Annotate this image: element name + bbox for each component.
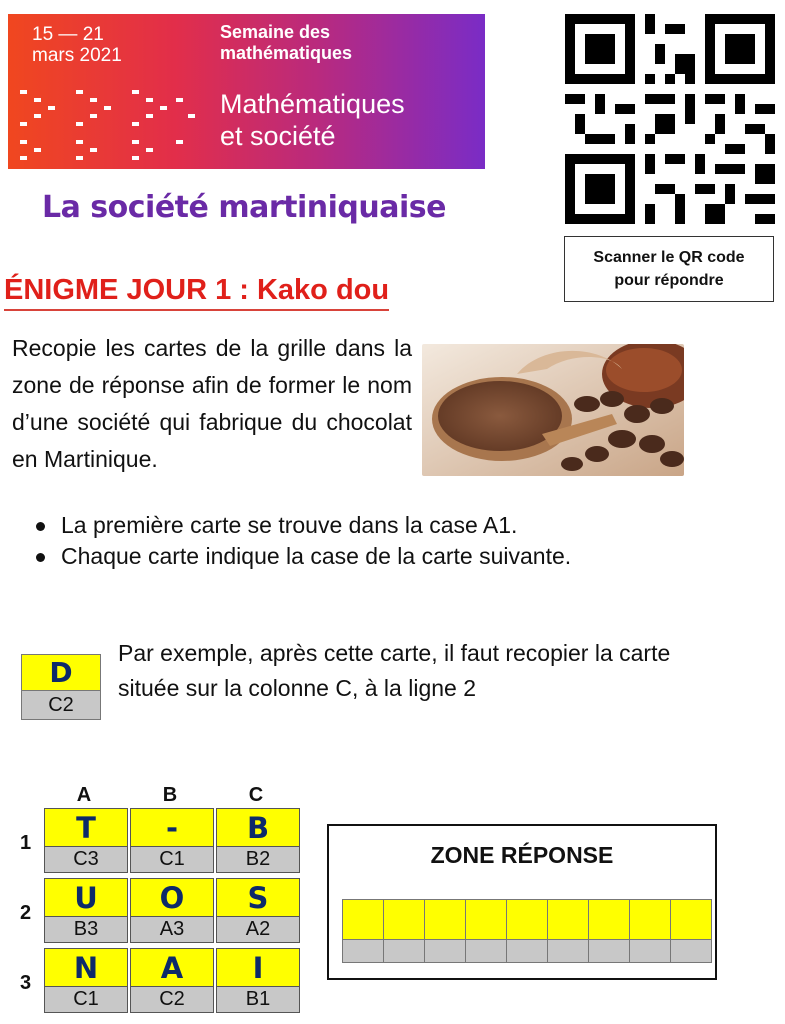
card-code: A2 (216, 917, 300, 943)
qr-code-icon[interactable] (565, 14, 775, 224)
list-item-text: La première carte se trouve dans la case A1. (61, 512, 518, 538)
answer-slots (342, 899, 712, 963)
grid-card-a3[interactable] (44, 948, 128, 1013)
grid-card-c3[interactable] (216, 948, 300, 1013)
chevron-pattern-icon (16, 84, 206, 174)
bullet-icon (36, 553, 45, 562)
bullet-icon (36, 522, 45, 531)
answer-slot-letter[interactable] (589, 899, 629, 940)
answer-slot-code[interactable] (384, 940, 424, 963)
grid-card-b1[interactable] (130, 808, 214, 873)
banner-event-name (220, 22, 352, 64)
card-code: C2 (21, 691, 101, 720)
card-letter: S (216, 878, 300, 917)
answer-slot[interactable] (588, 899, 629, 963)
column-header-c: C (248, 784, 264, 806)
cocoa-photo (422, 344, 684, 476)
answer-slot-letter[interactable] (384, 899, 424, 940)
intro-paragraph: Recopie les cartes de la grille dans la zone de réponse afin de former le nom d’une société qui fabrique du chocolat en Martinique. (12, 335, 412, 472)
card-code: B1 (216, 987, 300, 1013)
row-header-1: 1 (20, 832, 32, 854)
row-header-2: 2 (20, 902, 32, 924)
answer-slot-code[interactable] (343, 940, 383, 963)
list-item-text: Chaque carte indique la case de la carte suivante. (61, 543, 572, 569)
answer-slot-letter[interactable] (343, 899, 383, 940)
card-letter: U (44, 878, 128, 917)
column-header-b: B (162, 784, 178, 806)
card-code: A3 (130, 917, 214, 943)
event-name-line1: Semaine des (220, 22, 331, 42)
grid-card-b3[interactable] (130, 948, 214, 1013)
answer-slot[interactable] (629, 899, 670, 963)
list-item (36, 543, 596, 570)
event-name-line2: mathématiques (220, 43, 353, 63)
answer-slot-code[interactable] (425, 940, 465, 963)
answer-slot-code[interactable] (630, 940, 670, 963)
card-code: C2 (130, 987, 214, 1013)
answer-slot[interactable] (670, 899, 712, 963)
example-card (21, 654, 101, 720)
card-letter: B (216, 808, 300, 847)
list-item (36, 512, 596, 539)
answer-slot-letter[interactable] (425, 899, 465, 940)
card-letter: N (44, 948, 128, 987)
grid-card-c2[interactable] (216, 878, 300, 943)
card-letter: A (130, 948, 214, 987)
enigme-title: ÉNIGME JOUR 1 : Kako dou (4, 274, 389, 311)
qr-instruction-line2: pour répondre (614, 272, 724, 289)
answer-slot[interactable] (465, 899, 506, 963)
card-code: B2 (216, 847, 300, 873)
card-code: C1 (130, 847, 214, 873)
card-letter: O (130, 878, 214, 917)
card-letter: I (216, 948, 300, 987)
qr-instruction (564, 236, 774, 302)
answer-slot-code[interactable] (548, 940, 588, 963)
answer-slot-letter[interactable] (548, 899, 588, 940)
grid-card-a2[interactable] (44, 878, 128, 943)
answer-slot-letter[interactable] (507, 899, 547, 940)
card-code: C3 (44, 847, 128, 873)
answer-slot-letter[interactable] (630, 899, 670, 940)
answer-slot[interactable] (424, 899, 465, 963)
answer-slot[interactable] (506, 899, 547, 963)
grid-card-c1[interactable] (216, 808, 300, 873)
answer-slot-letter[interactable] (466, 899, 506, 940)
card-code: B3 (44, 917, 128, 943)
example-text: Par exemple, après cette carte, il faut recopier la carte située sur la colonne C, à la ligne 2 (118, 640, 671, 701)
answer-slot-letter[interactable] (671, 899, 711, 940)
theme-line1: Mathématiques (220, 89, 405, 119)
answer-slot-code[interactable] (671, 940, 711, 963)
answer-slot[interactable] (547, 899, 588, 963)
answer-slot[interactable] (383, 899, 424, 963)
date-month: mars 2021 (32, 45, 122, 66)
row-header-3: 3 (20, 972, 32, 994)
grid-card-b2[interactable] (130, 878, 214, 943)
subtitle: La société martiniquaise (42, 190, 446, 225)
answer-zone-title: ZONE RÉPONSE (430, 842, 614, 868)
banner-dates (32, 24, 122, 66)
answer-slot-code[interactable] (507, 940, 547, 963)
card-letter: D (21, 654, 101, 691)
banner-theme (220, 88, 405, 152)
instruction-list (36, 512, 596, 574)
date-range: 15 — 21 (32, 24, 104, 45)
answer-slot[interactable] (342, 899, 383, 963)
card-letter: - (130, 808, 214, 847)
theme-line2: et société (220, 121, 336, 151)
card-letter: T (44, 808, 128, 847)
answer-zone (327, 824, 717, 980)
answer-slot-code[interactable] (589, 940, 629, 963)
answer-slot-code[interactable] (466, 940, 506, 963)
qr-instruction-line1: Scanner le QR code (593, 249, 745, 266)
column-header-a: A (76, 784, 92, 806)
card-code: C1 (44, 987, 128, 1013)
grid-card-a1[interactable] (44, 808, 128, 873)
event-banner (8, 14, 485, 169)
